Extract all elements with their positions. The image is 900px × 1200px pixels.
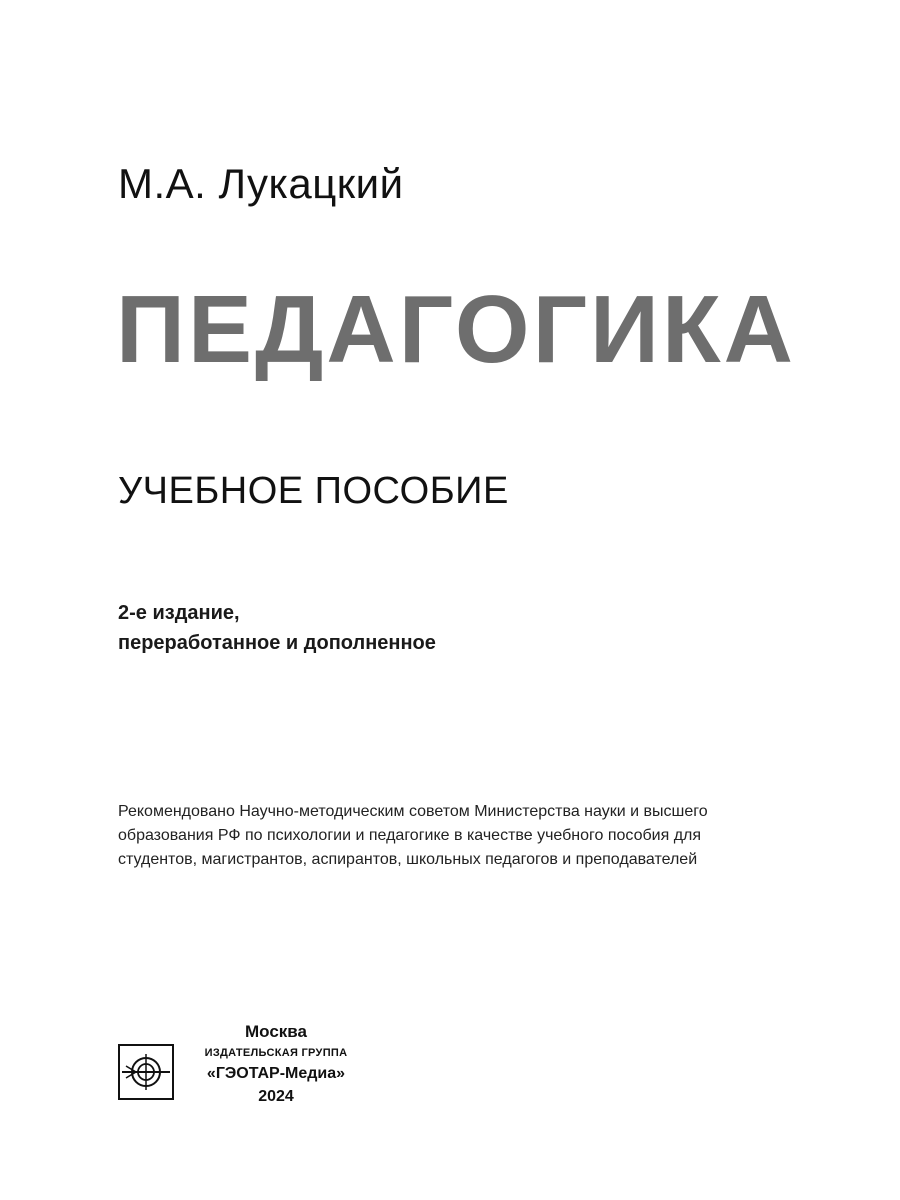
edition-line-1: 2-е издание, (118, 602, 240, 624)
publisher-group: ИЗДАТЕЛЬСКАЯ ГРУППА (204, 1047, 348, 1059)
recommendation-line-3: студентов, магистрантов, аспирантов, школьных педагогов и преподавателей (118, 851, 698, 868)
recommendation-text (118, 800, 778, 872)
edition-info (118, 598, 436, 658)
book-subtitle: УЧЕБНОЕ ПОСОБИЕ (118, 470, 509, 512)
publication-year: 2024 (258, 1088, 294, 1105)
publisher-city: Москва (245, 1022, 307, 1041)
publisher-text (166, 1020, 386, 1108)
book-title: ПЕДАГОГИКА (116, 276, 796, 383)
edition-line-2: переработанное и дополненное (118, 632, 436, 654)
recommendation-line-2: образования РФ по психологии и педагогике в качестве учебного пособия для (118, 827, 702, 844)
publisher-name: «ГЭОТАР-Медиа» (206, 1065, 346, 1082)
publisher-block (118, 1020, 378, 1120)
author-name: М.А. Лукацкий (118, 160, 404, 207)
recommendation-line-1: Рекомендовано Научно-методическим советом Министерства науки и высшего (118, 803, 708, 820)
